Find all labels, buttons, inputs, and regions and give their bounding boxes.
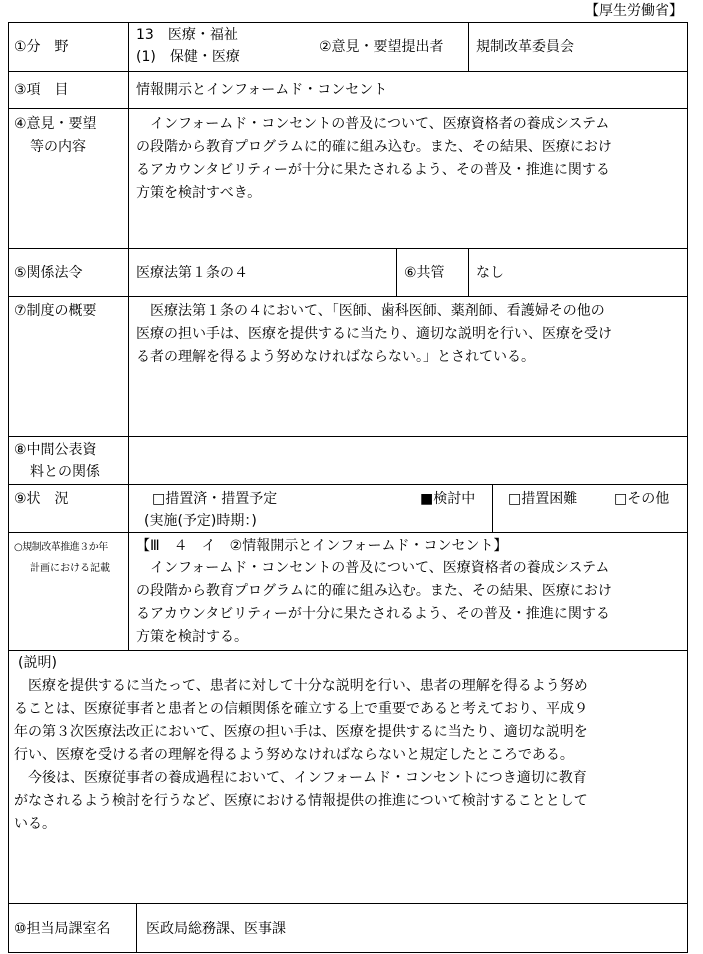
field-label: ①分 野	[14, 39, 69, 55]
plan-heading: 【Ⅲ ４ イ ②情報開示とインフォームド・コンセント】	[136, 538, 508, 554]
submitter-label: ②意見・要望提出者	[319, 39, 444, 55]
opinion-label-line1: ④意見・要望	[14, 116, 97, 132]
interim-label-line1: ⑧中間公表資	[14, 442, 97, 458]
office-label: ⑩担当局課室名	[14, 921, 111, 937]
field-value-line1: 13 医療・福祉	[136, 27, 238, 43]
opinion-text: インフォームド・コンセントの普及について、医療資格者の養成システム の段階から教育プログラムに的確に組み込む。また、その結果、医療におけ るアカウンタビリティーが十分に果たされるよう、その普及・推進に関する 方策を検討すべき。	[136, 116, 612, 201]
status-option-other: □その他	[614, 491, 670, 507]
law-value: 医療法第１条の４	[136, 265, 248, 281]
item-value: 情報開示とインフォームド・コンセント	[136, 82, 388, 98]
status-label: ⑨状 況	[14, 491, 69, 507]
status-option-difficult: □措置困難	[508, 491, 578, 507]
status-period: (実施(予定)時期：)	[144, 513, 257, 529]
opinion-label-line2: 等の内容	[30, 139, 86, 155]
explanation-label: (説明)	[18, 655, 57, 671]
system-label: ⑦制度の概要	[14, 303, 97, 319]
item-label: ③項 目	[14, 82, 69, 98]
submitter-value: 規制改革委員会	[476, 39, 574, 55]
plan-label-line2: 計画における記載	[30, 563, 110, 574]
field-value-line2: (1) 保健・医療	[136, 49, 240, 65]
plan-text: インフォームド・コンセントの普及について、医療資格者の養成システム の段階から教育プログラムに的確に組み込む。また、その結果、医療におけ るアカウンタビリティーが十分に果たされるよう、その普及・推進に関する 方策を検討する。	[136, 560, 612, 645]
joint-label: ⑥共管	[404, 265, 445, 281]
interim-label-line2: 料との関係	[30, 464, 100, 480]
ministry-tag: 【厚生労働省】	[585, 3, 683, 19]
system-text: 医療法第１条の４において、「医師、歯科医師、薬剤師、看護婦その他の 医療の担い手は、医療を提供するに当たり、適切な説明を行い、医療を受け る者の理解を得るよう努めなければならない。」とされている。	[136, 303, 612, 365]
law-label: ⑤関係法令	[14, 265, 83, 281]
status-option-review: ■検討中	[420, 491, 476, 507]
status-option-done: □措置済・措置予定	[152, 491, 278, 507]
joint-value: なし	[476, 265, 504, 281]
office-value: 医政局総務課、医事課	[146, 921, 286, 937]
plan-label-line1: ○規制改革推進３か年	[14, 542, 108, 553]
explanation-text: 医療を提供するに当たって、患者に対して十分な説明を行い、患者の理解を得るよう努め ることは、医療従事者と患者との信頼関係を確立する上で重要であると考えており、平成９ 年の第３次医療法改正において、医療の担い手は、医療を提供するに当たり、適切な説明を 行い、医療を受ける者の理解を得るよう努めなければならないと規定したところである。 今後は、医療従事者の養成過程において、インフォームド・コンセントにつき適切に教育 がなされるよう検討を行うなど、医療における情報提供の推進について検討することとして いる。	[14, 678, 588, 832]
